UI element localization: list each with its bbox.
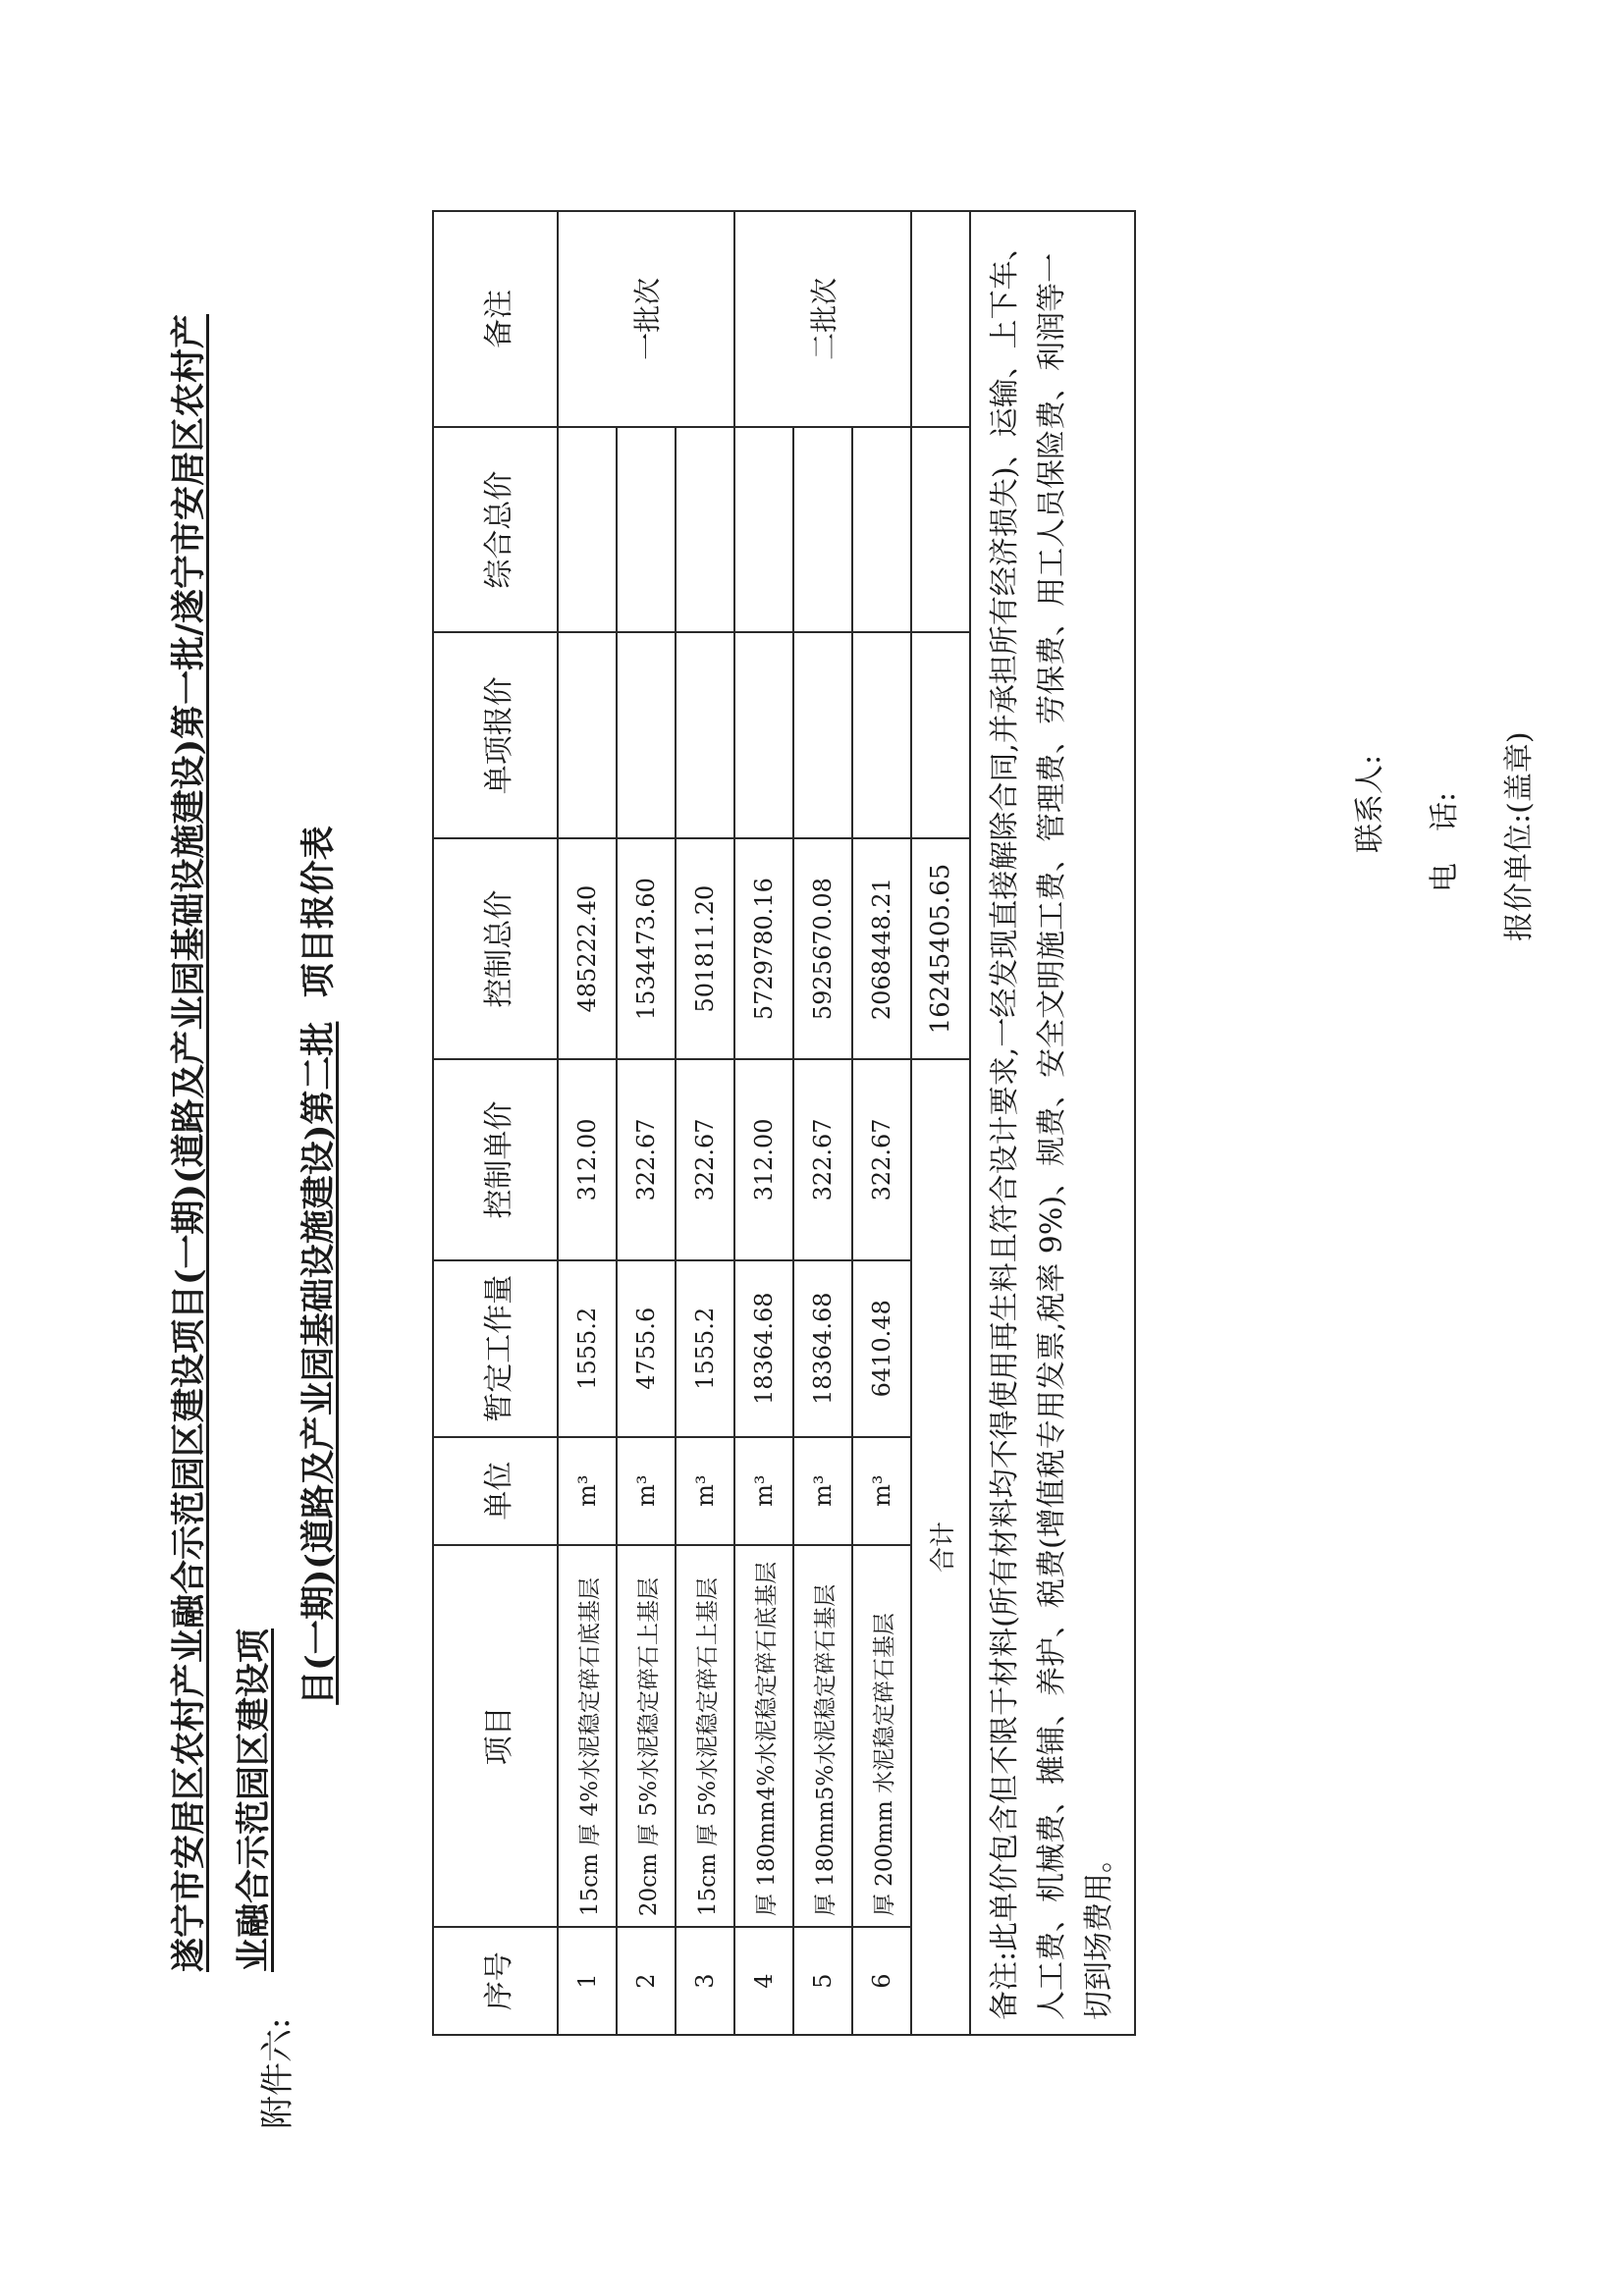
row-unit-price: 312.00 bbox=[558, 1059, 617, 1260]
title-part1: 遂宁市安居区农村产业融合示范园区建设项目(一期)(道路及产业园基础设施建设)第一批/遂宁市安居区农村产业融合示范园区建设项 bbox=[169, 313, 274, 1972]
row-unit-price: 322.67 bbox=[793, 1059, 852, 1260]
row-total: 485222.40 bbox=[558, 838, 617, 1059]
row-item: 厚 200mm 水泥稳定碎石基层 bbox=[852, 1545, 911, 1928]
row-item: 15cm 厚 5%水泥稳定碎石上基层 bbox=[676, 1545, 734, 1928]
header-unit: 单位 bbox=[433, 1437, 558, 1545]
row-bid-price-cell bbox=[617, 632, 676, 838]
row-qty: 18364.68 bbox=[793, 1260, 852, 1437]
table-row bbox=[558, 211, 617, 2035]
row-total: 501811.20 bbox=[676, 838, 734, 1059]
row-unit: m³ bbox=[793, 1437, 852, 1545]
remark-batch2: 二批次 bbox=[734, 211, 911, 427]
unit-label: 报价单位: bbox=[1502, 813, 1537, 941]
row-item: 20cm 厚 5%水泥稳定碎石上基层 bbox=[617, 1545, 676, 1928]
contact-phone-label bbox=[1420, 792, 1463, 892]
row-total: 1534473.60 bbox=[617, 838, 676, 1059]
row-unit-price: 322.67 bbox=[617, 1059, 676, 1260]
header-qty: 暂定工作量 bbox=[433, 1260, 558, 1437]
row-unit: m³ bbox=[734, 1437, 793, 1545]
seal-label: (盖章) bbox=[1502, 731, 1537, 814]
row-unit-price: 322.67 bbox=[852, 1059, 911, 1260]
header-item: 项目 bbox=[433, 1545, 558, 1928]
row-no: 4 bbox=[734, 1927, 793, 2035]
header-row bbox=[433, 211, 558, 2035]
title-part2a: 目(一期)(道路及产业园基础设施建设)第二批 bbox=[298, 1021, 339, 1705]
row-no: 5 bbox=[793, 1927, 852, 2035]
row-bid-price-cell bbox=[852, 632, 911, 838]
row-comp-total-cell bbox=[793, 427, 852, 633]
row-no: 3 bbox=[676, 1927, 734, 2035]
sum-bid-cell bbox=[911, 632, 970, 838]
row-comp-total-cell bbox=[676, 427, 734, 633]
title-line2 bbox=[287, 284, 352, 1972]
row-comp-total-cell bbox=[617, 427, 676, 633]
table-row bbox=[734, 211, 793, 2035]
row-comp-total-cell bbox=[558, 427, 617, 633]
table-row bbox=[676, 211, 734, 2035]
row-qty: 1555.2 bbox=[676, 1260, 734, 1437]
row-bid-price-cell bbox=[734, 632, 793, 838]
header-unit-price: 控制单价 bbox=[433, 1059, 558, 1260]
document-title bbox=[157, 284, 352, 1972]
row-unit-price: 322.67 bbox=[676, 1059, 734, 1260]
row-unit-price: 312.00 bbox=[734, 1059, 793, 1260]
header-comp-total: 综合总价 bbox=[433, 427, 558, 633]
header-bid-price: 单项报价 bbox=[433, 632, 558, 838]
row-comp-total-cell bbox=[852, 427, 911, 633]
phone-label-char1: 电 bbox=[1428, 863, 1462, 892]
quote-table bbox=[432, 210, 1136, 2036]
table-row bbox=[617, 211, 676, 2035]
header-remark: 备注 bbox=[433, 211, 558, 427]
row-qty: 4755.6 bbox=[617, 1260, 676, 1437]
header-total: 控制总价 bbox=[433, 838, 558, 1059]
header-no: 序号 bbox=[433, 1927, 558, 2035]
row-total: 5925670.08 bbox=[793, 838, 852, 1059]
row-bid-price-cell bbox=[793, 632, 852, 838]
row-no: 1 bbox=[558, 1927, 617, 2035]
row-unit: m³ bbox=[852, 1437, 911, 1545]
row-qty: 18364.68 bbox=[734, 1260, 793, 1437]
sum-total: 16245405.65 bbox=[911, 838, 970, 1059]
title-part2b: 项目报价表 bbox=[298, 826, 339, 998]
sum-label: 合计 bbox=[911, 1059, 970, 2035]
sum-remark-cell bbox=[911, 211, 970, 427]
row-qty: 1555.2 bbox=[558, 1260, 617, 1437]
row-total: 2068448.21 bbox=[852, 838, 911, 1059]
row-bid-price-cell bbox=[558, 632, 617, 838]
note-row bbox=[970, 211, 1135, 2035]
row-item: 厚 180mm5%水泥稳定碎石基层 bbox=[793, 1545, 852, 1928]
remark-batch1: 一批次 bbox=[558, 211, 734, 427]
table-row bbox=[852, 211, 911, 2035]
contact-person-label: 联系人: bbox=[1353, 754, 1387, 853]
row-no: 6 bbox=[852, 1927, 911, 2035]
contact-unit-label bbox=[1494, 731, 1538, 941]
row-unit: m³ bbox=[558, 1437, 617, 1545]
row-unit: m³ bbox=[676, 1437, 734, 1545]
row-item: 15cm 厚 4%水泥稳定碎石底基层 bbox=[558, 1545, 617, 1928]
row-comp-total-cell bbox=[734, 427, 793, 633]
row-no: 2 bbox=[617, 1927, 676, 2035]
attachment-label: 附件六: bbox=[258, 2017, 298, 2129]
row-unit: m³ bbox=[617, 1437, 676, 1545]
phone-label-char2: 话: bbox=[1428, 791, 1462, 831]
row-qty: 6410.48 bbox=[852, 1260, 911, 1437]
row-item: 厚 180mm4%水泥稳定碎石底基层 bbox=[734, 1545, 793, 1928]
sum-row bbox=[911, 211, 970, 2035]
sum-comp-cell bbox=[911, 427, 970, 633]
row-total: 5729780.16 bbox=[734, 838, 793, 1059]
row-bid-price-cell bbox=[676, 632, 734, 838]
note-text: 备注:此单价包含但不限于材料(所有材料均不得使用再生料且符合设计要求,一经发现直接解除合同,并承担所有经济损失)、运输、上下车、人工费、机械费、摊铺、养护、税费(增值税专用发票,税率 9%)、规费、安全文明施工费、管理费、劳保费、用工人员保险费、利润等一切到场费用。 bbox=[970, 211, 1135, 2035]
table-row bbox=[793, 211, 852, 2035]
